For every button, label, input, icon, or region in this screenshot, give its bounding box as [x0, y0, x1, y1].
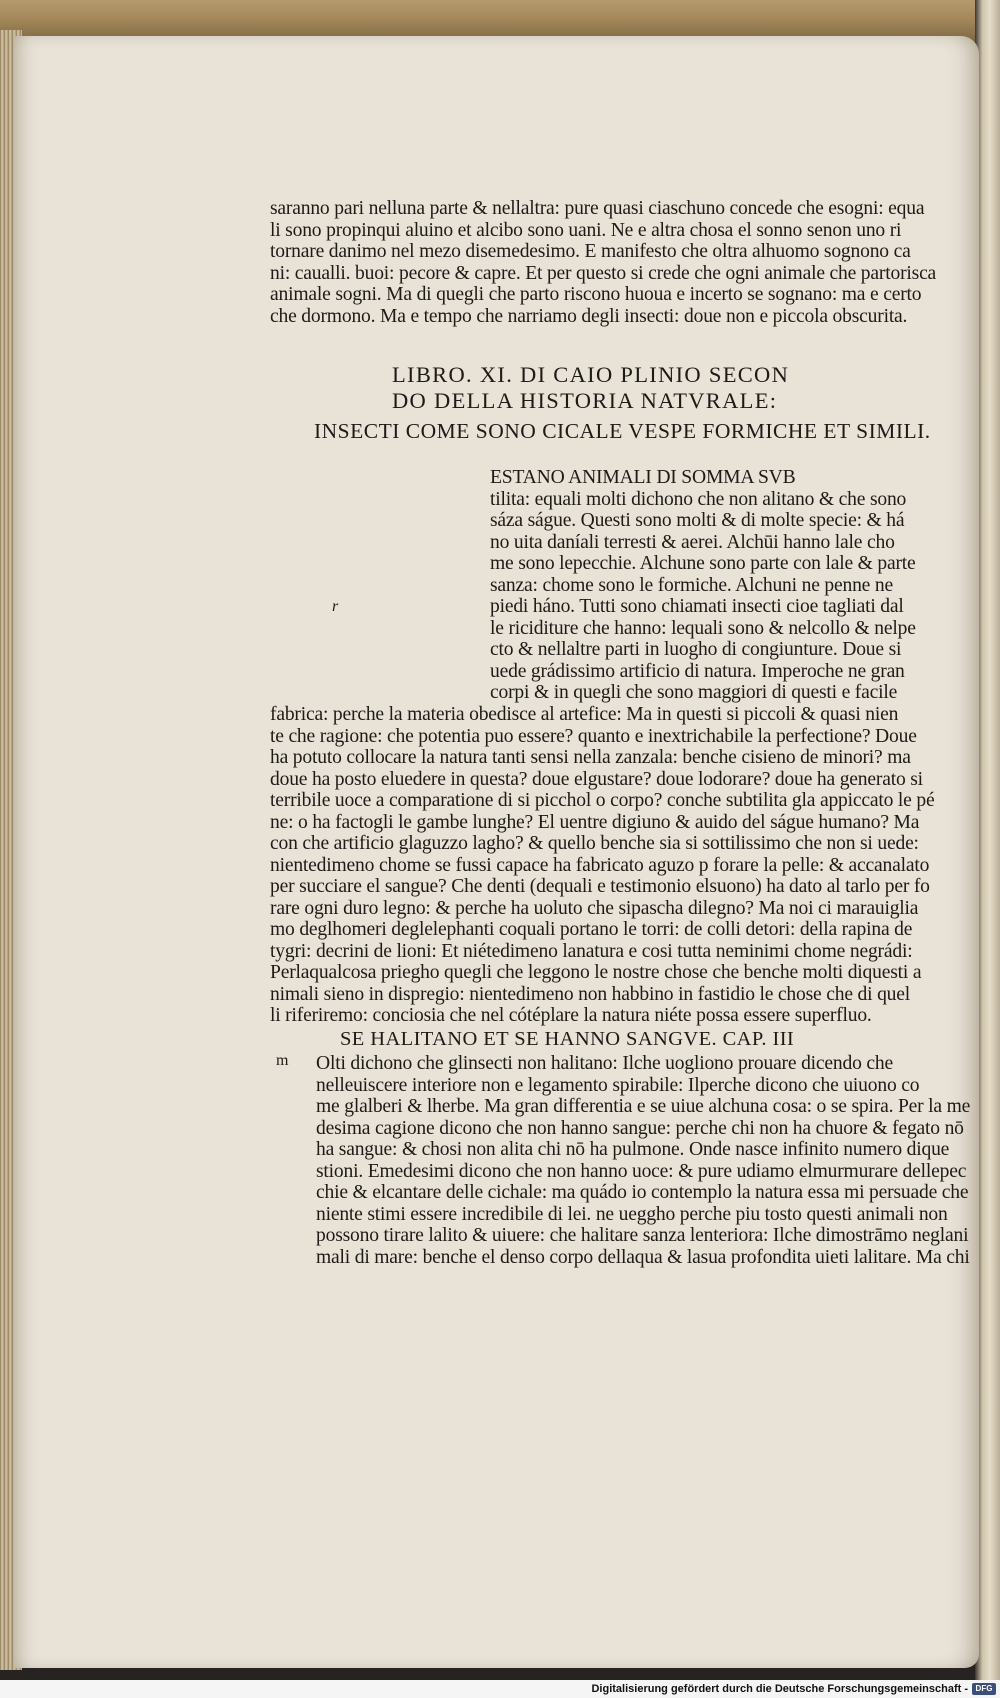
chapter3-title: SE HALITANO ET SE HANNO SANGVE. CAP. III [340, 1028, 795, 1050]
chapter-full-line: tygri: decrini de lioni: Et niétedimeno lanatura e cosi tutta neminimi chome negrádi: [270, 940, 913, 962]
chapter-indented-line: cto & nellaltre parti in luogho di congiunture. Doue si [490, 639, 902, 660]
chapter-indented-line: tilita: equali molti dichono che non alitano & che sono [490, 488, 907, 510]
chapter-full-line: terribile uoce a comparatione di si picchol o corpo? conche subtilita gla appiccato le pé [270, 790, 935, 811]
chapter-text-indented [490, 467, 916, 704]
chapter-indented-line: sanza: chome sono le formiche. Alchuni ne penne ne [490, 574, 893, 596]
chapter3-text-line: mali di mare: benche el denso corpo dellaqua & lasua profondita uieti lalitare. Ma chi [316, 1246, 970, 1268]
top-paragraph-line: li sono propinqui aluino et alcibo sono uani. Ne e altra chosa el sonno senon uno ri [270, 219, 902, 241]
chapter3-text-line: niente stimi essere incredibile di lei. ne ueggho perche piu tosto questi animali non [316, 1203, 948, 1225]
chapter3-text-line: nelleuiscere interiore non e legamento spirabile: Ilperche dicono che uiuono co [316, 1074, 920, 1096]
chapter3-text-line: possono tirare lalito & uiuere: che halitare sanza lenteriora: Ilche dimostrāmo neglani [316, 1225, 969, 1246]
chapter-title: INSECTI COME SONO CICALE VESPE FORMICHE ET SIMILI. [314, 419, 931, 443]
chapter-indented-line: sáza ságue. Questi sono molti & di molte specie: & há [490, 510, 905, 531]
dfg-logo-icon: DFG [972, 1683, 996, 1695]
chapter3-text [316, 1053, 970, 1268]
footer-credit: Digitalisierung gefördert durch die Deutsche Forschungsgemeinschaft - [591, 1683, 968, 1695]
top-paragraph-line: che dormono. Ma e tempo che narriamo degli insecti: doue non e piccola obscurita. [270, 305, 908, 327]
top-paragraph-line: saranno pari nelluna parte & nellaltra: pure quasi ciaschuno concede che esogni: equa [270, 198, 925, 219]
chapter-full-line: nimali sieno in dispregio: nientedimeno non habbino in fastidio le chose che di quel [270, 983, 911, 1005]
top-paragraph-line: ni: caualli. buoi: pecore & capre. Et per questo si crede che ogni animale che partorisca [270, 262, 937, 284]
chapter3-text-line: desima cagione dicono che non hanno sangue: perche chi non ha chuore & fegato nō [316, 1117, 964, 1139]
chapter-text-full [270, 704, 934, 1027]
chapter-indented-line: piedi háno. Tutti sono chiamati insecti cioe tagliati dal [490, 596, 904, 617]
margin-letter-m: m [276, 1052, 289, 1069]
chapter3-text-line: ha sangue: & chosi non alita chi nō ha pulmone. Onde nasce infinito numero dique [316, 1139, 950, 1160]
chapter-indented-line: corpi & in quegli che sono maggiori di questi e facile [490, 682, 898, 703]
chapter3-text-line: stioni. Emedesimi dicono che non hanno uoce: & pure udiamo elmurmurare dellepec [316, 1160, 967, 1182]
book-title [392, 362, 789, 414]
chapter3-text-line: Olti dichono che glinsecti non halitano: Ilche uogliono prouare dicendo che [316, 1053, 893, 1074]
chapter-full-line: ha potuto collocare la natura tanti sensi nella zanzala: benche cisieno de minori? ma [270, 747, 911, 768]
chapter-full-line: li riferiremo: conciosia che nel cótéplare la natura niéte possa essere superfluo. [270, 1005, 872, 1026]
top-paragraph [270, 198, 936, 327]
footer-bar [0, 1680, 1000, 1698]
top-paragraph-line: animale sogni. Ma di quegli che parto riscono huoua e incerto se sognano: ma e certo [270, 284, 922, 305]
chapter3-text-line: chie & elcantare delle cichale: ma quádo io contemplo la natura essa mi persuade che [316, 1182, 969, 1203]
chapter-indented-line: no uita daníali terresti & aerei. Alchūi hanno lale cho [490, 531, 895, 553]
chapter-full-line: Perlaqualcosa priegho quegli che leggono le nostre chose che benche molti diquesti a [270, 962, 922, 983]
top-paragraph-line: tornare danimo nel mezo disemedesimo. E manifesto che oltra alhuomo sognono ca [270, 241, 911, 262]
chapter3-text-line: me glalberi & lherbe. Ma gran differentia e se uiue alchuna cosa: o se spira. Per la me [316, 1096, 971, 1117]
chapter-indented-line: ESTANO ANIMALI DI SOMMA SVB [490, 467, 796, 488]
chapter-full-line: te che ragione: che potentia puo essere? quanto e inextrichabile la perfectione? Doue [270, 725, 917, 747]
chapter-full-line: con che artificio glaguzzo lagho? & quello benche sia si sottilissimo che non si uede: [270, 833, 919, 854]
chapter-full-line: rare ogni duro legno: & perche ha uoluto che sipascha dilegno? Ma noi ci marauiglia [270, 897, 919, 919]
chapter-full-line: fabrica: perche la materia obedisce al artefice: Ma in questi si piccoli & quasi nien [270, 704, 899, 725]
chapter-full-line: per succiare el sangue? Che denti (dequali e testimonio elsuono) ha dato al tarlo per fo [270, 876, 930, 897]
margin-letter-r: r [332, 598, 339, 615]
chapter-full-line: mo deglhomeri deglelephanti coquali portano le torri: de colli detori: della rapina de [270, 919, 913, 940]
chapter-full-line: doue ha posto eluedere in questa? doue elgustare? doue lodorare? doue ha generato si [270, 768, 923, 790]
book-title-line: DO DELLA HISTORIA NATVRALE: [392, 388, 778, 413]
chapter-indented-line: me sono lepecchie. Alchune sono parte con lale & parte [490, 553, 916, 574]
chapter-full-line: ne: o ha factogli le gambe lunghe? El uentre digiuno & auido del ságue humano? Ma [270, 811, 920, 833]
book-title-line: LIBRO. XI. DI CAIO PLINIO SECON [392, 362, 790, 387]
chapter-indented-line: le riciditure che hanno: lequali sono & nelcollo & nelpe [490, 617, 916, 639]
chapter-full-line: nientedimeno chome se fussi capace ha fabricato aguzo p forare la pelle: & accanalato [270, 854, 930, 876]
chapter-indented-line: uede grádissimo artificio di natura. Imperoche ne gran [490, 660, 905, 682]
